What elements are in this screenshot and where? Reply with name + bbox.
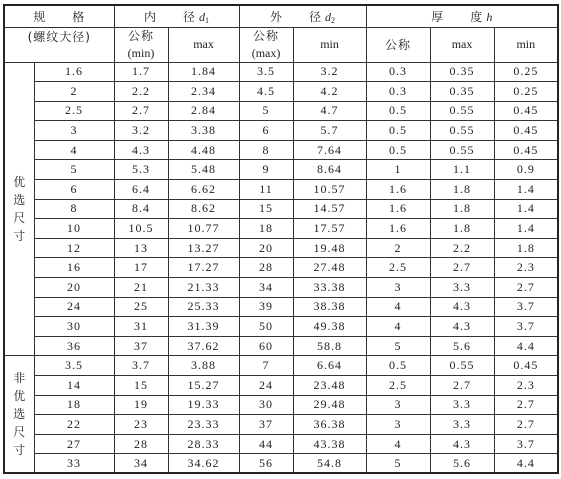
table-cell: 3.7 xyxy=(494,317,558,337)
inner-nominal-qual: (min) xyxy=(127,45,155,60)
table-cell: 0.55 xyxy=(430,101,494,121)
table-cell: 3.88 xyxy=(168,356,239,376)
table-row xyxy=(4,434,558,454)
table-cell: 8.4 xyxy=(114,199,168,219)
table-cell: 4 xyxy=(366,434,430,454)
table-cell: 4.3 xyxy=(430,297,494,317)
table-cell: 2.3 xyxy=(494,376,558,396)
table-cell: 0.25 xyxy=(494,82,558,102)
table-cell: 1.8 xyxy=(430,180,494,200)
table-cell: 34 xyxy=(239,278,293,298)
table-cell: 17.57 xyxy=(293,219,366,239)
inner-diameter-var: d xyxy=(199,9,206,24)
table-cell: 4.3 xyxy=(430,317,494,337)
table-row xyxy=(4,160,558,180)
table-cell: 22 xyxy=(34,415,114,435)
table-cell: 29.48 xyxy=(293,395,366,415)
table-cell: 24 xyxy=(34,297,114,317)
table-cell: 28 xyxy=(114,434,168,454)
table-cell: 4.2 xyxy=(293,82,366,102)
group-non-preferred-char: 选 xyxy=(13,407,26,422)
outer-min-header: min xyxy=(293,27,366,62)
table-cell: 4.5 xyxy=(239,82,293,102)
table-row xyxy=(4,395,558,415)
group-non-preferred-char: 寸 xyxy=(13,443,26,458)
table-cell: 8.64 xyxy=(293,160,366,180)
table-cell: 0.3 xyxy=(366,82,430,102)
table-cell: 0.55 xyxy=(430,140,494,160)
table-cell: 21.33 xyxy=(168,278,239,298)
table-cell: 3.3 xyxy=(430,278,494,298)
table-cell: 8 xyxy=(34,199,114,219)
outer-diameter-sub: 2 xyxy=(331,15,336,25)
table-row xyxy=(4,454,558,474)
spec-subheader xyxy=(4,27,114,62)
table-cell: 31 xyxy=(114,317,168,337)
table-cell: 37 xyxy=(114,336,168,356)
table-cell: 5 xyxy=(239,101,293,121)
table-cell: 0.45 xyxy=(494,101,558,121)
table-cell: 7.64 xyxy=(293,140,366,160)
group-non-preferred-char: 尺 xyxy=(13,425,26,440)
table-cell: 3.7 xyxy=(494,297,558,317)
outer-diameter-var: d xyxy=(325,9,332,24)
table-cell: 2 xyxy=(366,238,430,258)
table-row xyxy=(4,140,558,160)
table-cell: 2.7 xyxy=(430,258,494,278)
table-row xyxy=(4,258,558,278)
table-cell: 54.8 xyxy=(293,454,366,474)
table-row xyxy=(4,101,558,121)
table-cell: 1.84 xyxy=(168,62,239,82)
table-cell: 25.33 xyxy=(168,297,239,317)
table-cell: 1.6 xyxy=(34,62,114,82)
table-cell: 28 xyxy=(239,258,293,278)
table-cell: 10.5 xyxy=(114,219,168,239)
table-cell: 2.84 xyxy=(168,101,239,121)
group-preferred xyxy=(4,62,34,356)
table-cell: 2.7 xyxy=(114,101,168,121)
table-cell: 0.55 xyxy=(430,121,494,141)
table-cell: 2.7 xyxy=(430,376,494,396)
table-cell: 10.57 xyxy=(293,180,366,200)
table-cell: 56 xyxy=(239,454,293,474)
table-cell: 0.5 xyxy=(366,101,430,121)
table-cell: 25 xyxy=(114,297,168,317)
table-cell: 5.48 xyxy=(168,160,239,180)
table-cell: 0.5 xyxy=(366,356,430,376)
table-cell: 50 xyxy=(239,317,293,337)
table-cell: 1.4 xyxy=(494,199,558,219)
table-cell: 27 xyxy=(34,434,114,454)
spec-header xyxy=(4,5,114,27)
table-cell: 38.38 xyxy=(293,297,366,317)
table-cell: 30 xyxy=(34,317,114,337)
washer-dimension-table xyxy=(3,4,559,474)
table-row xyxy=(4,376,558,396)
table-cell: 9 xyxy=(239,160,293,180)
table-row xyxy=(4,278,558,298)
table-cell: 2.5 xyxy=(366,258,430,278)
table-cell: 0.45 xyxy=(494,356,558,376)
table-cell: 5.3 xyxy=(114,160,168,180)
thickness-var: h xyxy=(486,9,493,24)
table-row xyxy=(4,199,558,219)
table-cell: 0.45 xyxy=(494,121,558,141)
table-cell: 5.6 xyxy=(430,454,494,474)
table-cell: 33 xyxy=(34,454,114,474)
table-cell: 23.33 xyxy=(168,415,239,435)
spec-subtitle: (螺纹大径) xyxy=(27,29,91,44)
table-cell: 36 xyxy=(34,336,114,356)
table-cell: 3.7 xyxy=(494,434,558,454)
inner-diameter-sub: 1 xyxy=(205,15,210,25)
table-cell: 4.4 xyxy=(494,336,558,356)
table-cell: 0.45 xyxy=(494,140,558,160)
table-cell: 1.6 xyxy=(366,180,430,200)
table-row xyxy=(4,219,558,239)
table-cell: 19.33 xyxy=(168,395,239,415)
table-cell: 4 xyxy=(366,297,430,317)
table-cell: 5 xyxy=(34,160,114,180)
inner-nominal-label: 公称 xyxy=(128,28,155,43)
table-cell: 2.5 xyxy=(34,101,114,121)
table-cell: 0.55 xyxy=(430,356,494,376)
table-cell: 7 xyxy=(239,356,293,376)
table-cell: 18 xyxy=(239,219,293,239)
table-cell: 14.57 xyxy=(293,199,366,219)
thickness-min-header: min xyxy=(494,27,558,62)
table-cell: 58.8 xyxy=(293,336,366,356)
table-cell: 36.38 xyxy=(293,415,366,435)
table-cell: 18 xyxy=(34,395,114,415)
table-cell: 4 xyxy=(34,140,114,160)
group-preferred-char: 尺 xyxy=(13,210,26,225)
table-cell: 8.62 xyxy=(168,199,239,219)
table-cell: 37.62 xyxy=(168,336,239,356)
group-non-preferred-char: 优 xyxy=(13,389,26,404)
table-row xyxy=(4,180,558,200)
table-cell: 3 xyxy=(366,415,430,435)
table-cell: 5 xyxy=(366,336,430,356)
table-cell: 15 xyxy=(239,199,293,219)
table-cell: 33.38 xyxy=(293,278,366,298)
table-cell: 0.3 xyxy=(366,62,430,82)
table-cell: 5 xyxy=(366,454,430,474)
table-cell: 15.27 xyxy=(168,376,239,396)
outer-nominal-label: 公称 xyxy=(253,28,280,43)
table-cell: 1.1 xyxy=(430,160,494,180)
table-cell: 23.48 xyxy=(293,376,366,396)
table-cell: 13 xyxy=(114,238,168,258)
table-cell: 1.8 xyxy=(430,199,494,219)
inner-diameter-header xyxy=(114,5,239,27)
table-cell: 20 xyxy=(239,238,293,258)
table-cell: 3.5 xyxy=(34,356,114,376)
outer-diameter-header xyxy=(239,5,366,27)
table-cell: 15 xyxy=(114,376,168,396)
table-cell: 6 xyxy=(239,121,293,141)
table-cell: 1.4 xyxy=(494,180,558,200)
table-cell: 34 xyxy=(114,454,168,474)
table-cell: 6.4 xyxy=(114,180,168,200)
table-cell: 30 xyxy=(239,395,293,415)
group-preferred-char: 选 xyxy=(13,192,26,207)
table-cell: 49.38 xyxy=(293,317,366,337)
table-cell: 4.3 xyxy=(114,140,168,160)
table-cell: 4.48 xyxy=(168,140,239,160)
table-cell: 13.27 xyxy=(168,238,239,258)
table-cell: 2.2 xyxy=(114,82,168,102)
table-cell: 0.35 xyxy=(430,62,494,82)
table-cell: 6 xyxy=(34,180,114,200)
table-cell: 12 xyxy=(34,238,114,258)
table-cell: 6.62 xyxy=(168,180,239,200)
table-cell: 37 xyxy=(239,415,293,435)
table-cell: 11 xyxy=(239,180,293,200)
group-preferred-char: 优 xyxy=(13,174,26,189)
table-row xyxy=(4,297,558,317)
table-cell: 19 xyxy=(114,395,168,415)
table-cell: 31.39 xyxy=(168,317,239,337)
table-cell: 2.7 xyxy=(494,395,558,415)
table-cell: 27.48 xyxy=(293,258,366,278)
table-cell: 10 xyxy=(34,219,114,239)
table-cell: 3.5 xyxy=(239,62,293,82)
table-cell: 3 xyxy=(366,278,430,298)
table-cell: 34.62 xyxy=(168,454,239,474)
table-cell: 19.48 xyxy=(293,238,366,258)
outer-nominal-header xyxy=(239,27,293,62)
table-cell: 1.8 xyxy=(430,219,494,239)
table-cell: 3.38 xyxy=(168,121,239,141)
table-cell: 1.6 xyxy=(366,219,430,239)
outer-nominal-qual: (max) xyxy=(251,45,281,60)
table-cell: 1.8 xyxy=(494,238,558,258)
thickness-max-header: max xyxy=(430,27,494,62)
table-cell: 3.3 xyxy=(430,395,494,415)
table-cell: 0.25 xyxy=(494,62,558,82)
table-cell: 0.5 xyxy=(366,140,430,160)
thickness-header xyxy=(366,5,558,27)
table-row xyxy=(4,356,558,376)
table-cell: 24 xyxy=(239,376,293,396)
inner-nominal-header xyxy=(114,27,168,62)
inner-diameter-label: 内 径 xyxy=(144,9,197,24)
table-cell: 20 xyxy=(34,278,114,298)
table-cell: 3 xyxy=(366,395,430,415)
table-cell: 2.3 xyxy=(494,258,558,278)
spec-title: 规 格 xyxy=(33,9,86,24)
table-cell: 4 xyxy=(366,317,430,337)
table-cell: 0.5 xyxy=(366,121,430,141)
inner-max-header: max xyxy=(168,27,239,62)
table-cell: 4.7 xyxy=(293,101,366,121)
table-cell: 43.38 xyxy=(293,434,366,454)
table-cell: 16 xyxy=(34,258,114,278)
table-cell: 3.7 xyxy=(114,356,168,376)
table-cell: 0.35 xyxy=(430,82,494,102)
table-cell: 60 xyxy=(239,336,293,356)
table-cell: 28.33 xyxy=(168,434,239,454)
table-row xyxy=(4,317,558,337)
table-cell: 5.6 xyxy=(430,336,494,356)
table-cell: 6.64 xyxy=(293,356,366,376)
table-cell: 44 xyxy=(239,434,293,454)
thickness-nominal-header xyxy=(366,27,430,62)
table-cell: 4.4 xyxy=(494,454,558,474)
table-cell: 3.2 xyxy=(293,62,366,82)
table-cell: 2.7 xyxy=(494,278,558,298)
table-cell: 21 xyxy=(114,278,168,298)
table-cell: 14 xyxy=(34,376,114,396)
table-row xyxy=(4,62,558,82)
table-cell: 1.6 xyxy=(366,199,430,219)
table-cell: 23 xyxy=(114,415,168,435)
group-non-preferred-char: 非 xyxy=(13,371,26,386)
table-cell: 3.3 xyxy=(430,415,494,435)
table-cell: 1.4 xyxy=(494,219,558,239)
table-row xyxy=(4,238,558,258)
thickness-label: 厚 度 xyxy=(431,9,484,24)
table-row xyxy=(4,336,558,356)
table-cell: 1 xyxy=(366,160,430,180)
table-cell: 2.5 xyxy=(366,376,430,396)
table-row xyxy=(4,82,558,102)
table-cell: 2.7 xyxy=(494,415,558,435)
table-cell: 3.2 xyxy=(114,121,168,141)
table-cell: 0.9 xyxy=(494,160,558,180)
table-cell: 4.3 xyxy=(430,434,494,454)
table-cell: 17 xyxy=(114,258,168,278)
thickness-nominal-label: 公称 xyxy=(385,38,412,52)
table-cell: 2.2 xyxy=(430,238,494,258)
table-cell: 1.7 xyxy=(114,62,168,82)
table-row xyxy=(4,121,558,141)
table-cell: 5.7 xyxy=(293,121,366,141)
table-cell: 17.27 xyxy=(168,258,239,278)
table-cell: 39 xyxy=(239,297,293,317)
table-cell: 8 xyxy=(239,140,293,160)
table-cell: 2 xyxy=(34,82,114,102)
outer-diameter-label: 外 径 xyxy=(270,9,323,24)
table-row xyxy=(4,415,558,435)
table-cell: 10.77 xyxy=(168,219,239,239)
table-cell: 2.34 xyxy=(168,82,239,102)
group-preferred-char: 寸 xyxy=(13,228,26,243)
table-cell: 3 xyxy=(34,121,114,141)
group-non-preferred xyxy=(4,356,34,474)
